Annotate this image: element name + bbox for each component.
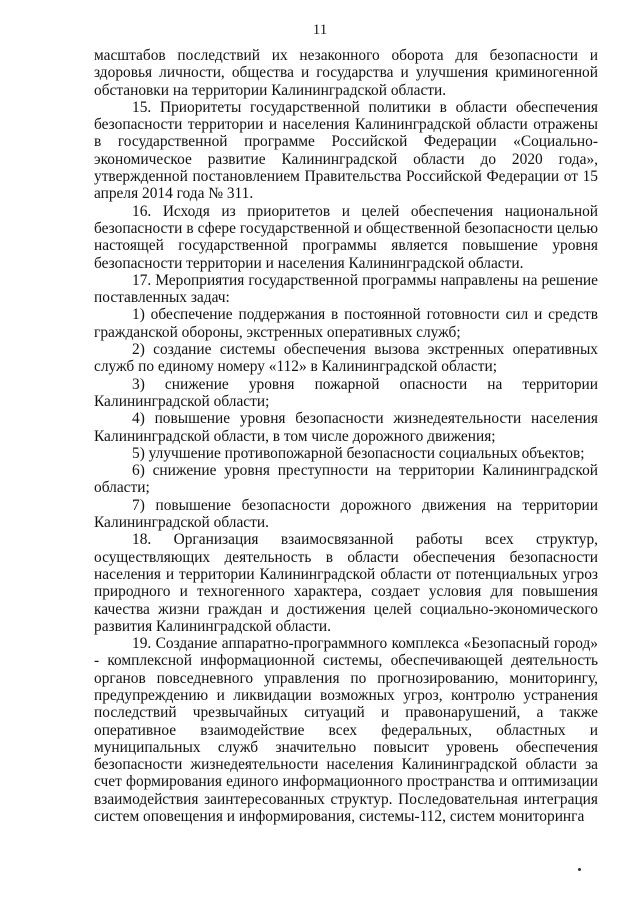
list-item-2: 2) создание системы обеспечения вызова экстренных оперативных служб по единому номеру «112» в Калининградской области;: [94, 341, 598, 376]
list-item-5: 5) улучшение противопожарной безопасности социальных объектов;: [132, 444, 585, 462]
list-item-7: 7) повышение безопасности дорожного движения на территории Калининградской области.: [94, 496, 598, 532]
paragraph-18: 18. Организация взаимосвязанной работы всех структур, осуществляющих деятельность в области обеспечения безопасности населения и территории Калининградской области от потенциальных угроз природного и техногенного характера, создает условия для повышения качества жизни граждан и достижения целей социально-экономического развития Калининградской области.: [94, 531, 598, 635]
list-item-1: 1) обеспечение поддержания в постоянной готовности сил и средств гражданской обороны, экстренных оперативных служб;: [94, 306, 598, 341]
list-item-3: 3) снижение уровня пожарной опасности на территории Калининградской области;: [94, 375, 598, 410]
list-item-4: 4) повышение уровня безопасности жизнедеятельности населения Калининградской области, в том числе дорожного движения;: [94, 410, 598, 445]
scan-dot: [578, 868, 581, 871]
paragraph-16: 16. Исходя из приоритетов и целей обеспечения национальной безопасности в сфере государственной и общественной безопасности целью настоящей государственной программы является повышение уровня безопасности территории и населения Калининградской области.: [94, 202, 598, 272]
list-item-6: 6) снижение уровня преступности на территории Калининградской области;: [94, 462, 598, 497]
page-number: 11: [312, 22, 328, 38]
document-body: [94, 47, 598, 825]
paragraph-17: 17. Мероприятия государственной программы направлены на решение поставленных задач:: [94, 271, 598, 307]
paragraph-15: 15. Приоритеты государственной политики в области обеспечения безопасности территории и населения Калининградской области отражены в государственной программе Российской Федерации «Социально-экономическое развитие Калининградской области до 2020 года», утвержденной постановлением Правительства Российской Федерации от 15 апреля 2014 года № 311.: [94, 98, 598, 203]
paragraph-continuation: масштабов последствий их незаконного оборота для безопасности и здоровья личности, общества и государства и улучшения криминогенной обстановки на территории Калининградской области.: [94, 47, 598, 99]
paragraph-19: 19. Создание аппаратно-программного комплекса «Безопасный город» - комплексной информационной системы, обеспечивающей деятельность органов повседневного управления по прогнозированию, мониторингу, предупреждению и ликвидации возможных угроз, контролю устранения последствий чрезвычайных ситуаций и правонарушений, а также оперативное взаимодействие всех федеральных, областных и муниципальных служб значительно повысит уровень обеспечения безопасности жизнедеятельности населения Калининградской области за счет формирования единого информационного пространства и оптимизации взаимодействия заинтересованных структур. Последовательная интеграция систем оповещения и информирования, системы-112, систем мониторинга: [94, 635, 598, 826]
